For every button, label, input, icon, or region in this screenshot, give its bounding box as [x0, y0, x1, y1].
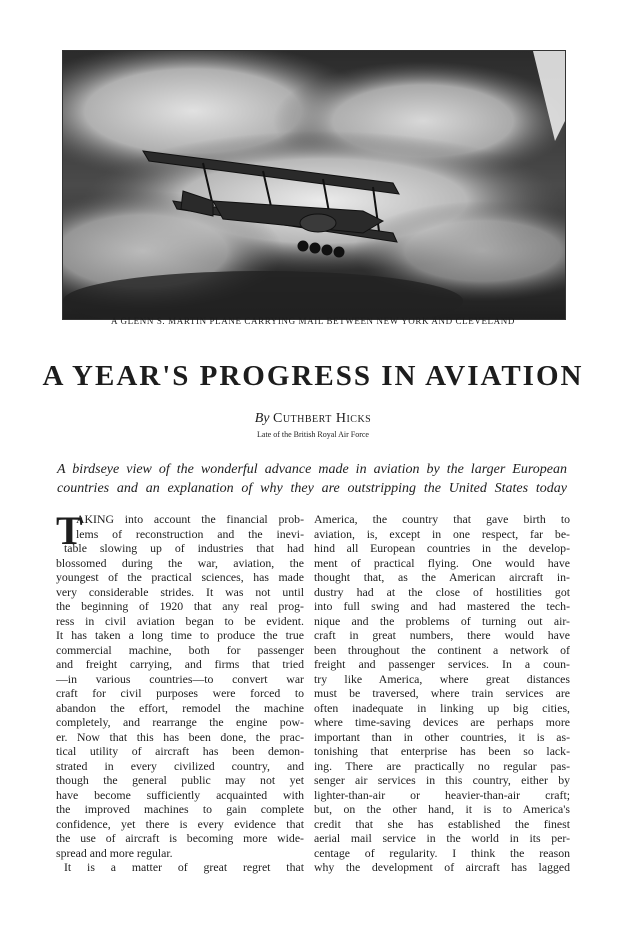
text-line: —in various countries—to convert war [56, 671, 304, 686]
aircraft-photo [62, 50, 566, 320]
text-line: where time-saving devices are perhaps more [314, 715, 570, 729]
text-line: often inadequate in linking up big cities, [314, 700, 570, 715]
text-line: er. Now that this has been done, the prac- [56, 729, 304, 744]
text-line: craft for civil purposes were forced to [56, 686, 304, 700]
text-line: spread and more regular. [56, 845, 173, 860]
text-line: lems of reconstruction and the inevi- [76, 526, 304, 541]
byline [180, 411, 446, 427]
text-line: tical utility of aircraft has been demon- [56, 744, 304, 758]
text-line: try like America, where great distances [314, 671, 570, 686]
dek-line: A birdseye view of the wonderful advance made in aviation by the larger European [57, 462, 567, 477]
text-line: confidence, yet there is every evidence that [56, 816, 304, 831]
text-line: ment of practical flying. One would have [314, 555, 570, 570]
text-line: been throughout the continent a network of [314, 642, 570, 657]
text-line: strated in every civilized country, and [56, 758, 304, 773]
text-line: why the development of aircraft has lagged [314, 860, 570, 874]
author-affiliation: Late of the British Royal Air Force [257, 430, 369, 439]
text-line: very considerable strides. It was not until [56, 584, 304, 599]
text-line: ress in civil aviation began to be evident. [56, 613, 304, 628]
text-line: It is a matter of great regret that [64, 860, 304, 874]
text-line: centage of regularity. I think the reason [314, 845, 570, 860]
article-column-left [56, 508, 304, 875]
text-line: the beginning of 1920 that any real prog- [56, 599, 304, 613]
text-line: It has taken a long time to produce the true [56, 628, 304, 642]
text-line: but, on the other hand, it is to America's [314, 802, 570, 816]
text-line: abandon the effort, remodel the machine [56, 700, 304, 715]
text-line: AKING into account the financial prob- [76, 512, 304, 526]
text-line: hind all European countries in the develop- [314, 541, 570, 555]
text-line: craft in great numbers, there would have [314, 628, 570, 642]
text-line: senger air services in this country, either by [314, 773, 570, 787]
text-line: youngest of the practical sciences, has made [56, 570, 304, 584]
biplane-in-clouds-image [63, 51, 565, 319]
text-line: though the general public may not yet [56, 773, 304, 787]
article-column-right [314, 512, 570, 875]
text-line: completely, and rearrange the engine pow- [56, 715, 304, 729]
text-line: dustry had at the close of hostilities got [314, 584, 570, 599]
text-line: aviation, is, except in one respect, far be- [314, 526, 570, 541]
text-line: table slowing up of industries that had [64, 541, 304, 555]
byline-by: By [254, 411, 270, 426]
text-line: thought that, as the American aircraft in- [314, 570, 570, 584]
text-line: and freight carrying, and firms that tried [56, 657, 304, 671]
text-line: commercial machine, both for passenger [56, 642, 304, 657]
text-line: credit that she has established the finest [314, 816, 570, 831]
text-line: nique and the problems of turning out air- [314, 613, 570, 628]
drop-cap: T [56, 508, 83, 553]
text-line: must be traversed, where train services are [314, 686, 570, 700]
text-line: lighter-than-air or heavier-than-air craft; [314, 787, 570, 802]
text-line: important than in other countries, it is as- [314, 729, 570, 744]
dek-line: countries and an explanation of why they are outstripping the United States today [57, 481, 567, 496]
text-line: have become sufficiently acquainted with [56, 787, 304, 802]
author-name: Cuthbert Hicks [273, 411, 372, 426]
text-line: America, the country that gave birth to [314, 512, 570, 526]
article-title: A YEAR'S PROGRESS IN AVIATION [42, 360, 584, 392]
text-line: the use of aircraft is becoming more wide- [56, 831, 304, 845]
text-line: blossomed during the war, aviation, the [56, 555, 304, 570]
article-dek [57, 460, 567, 498]
text-line: aerial mail service in the world in its per- [314, 831, 570, 845]
text-line: ing. There are practically no regular pas- [314, 758, 570, 773]
text-line: the improved machines to gain complete [56, 802, 304, 816]
text-line: freight and passenger services. In a coun- [314, 657, 570, 671]
photo-caption: A GLENN S. MARTIN PLANE CARRYING MAIL BETWEEN NEW YORK AND CLEVELAND [111, 316, 515, 326]
text-line: tonishing that enterprise has been so lack- [314, 744, 570, 758]
text-line: into full swing and had mastered the tech- [314, 599, 570, 613]
